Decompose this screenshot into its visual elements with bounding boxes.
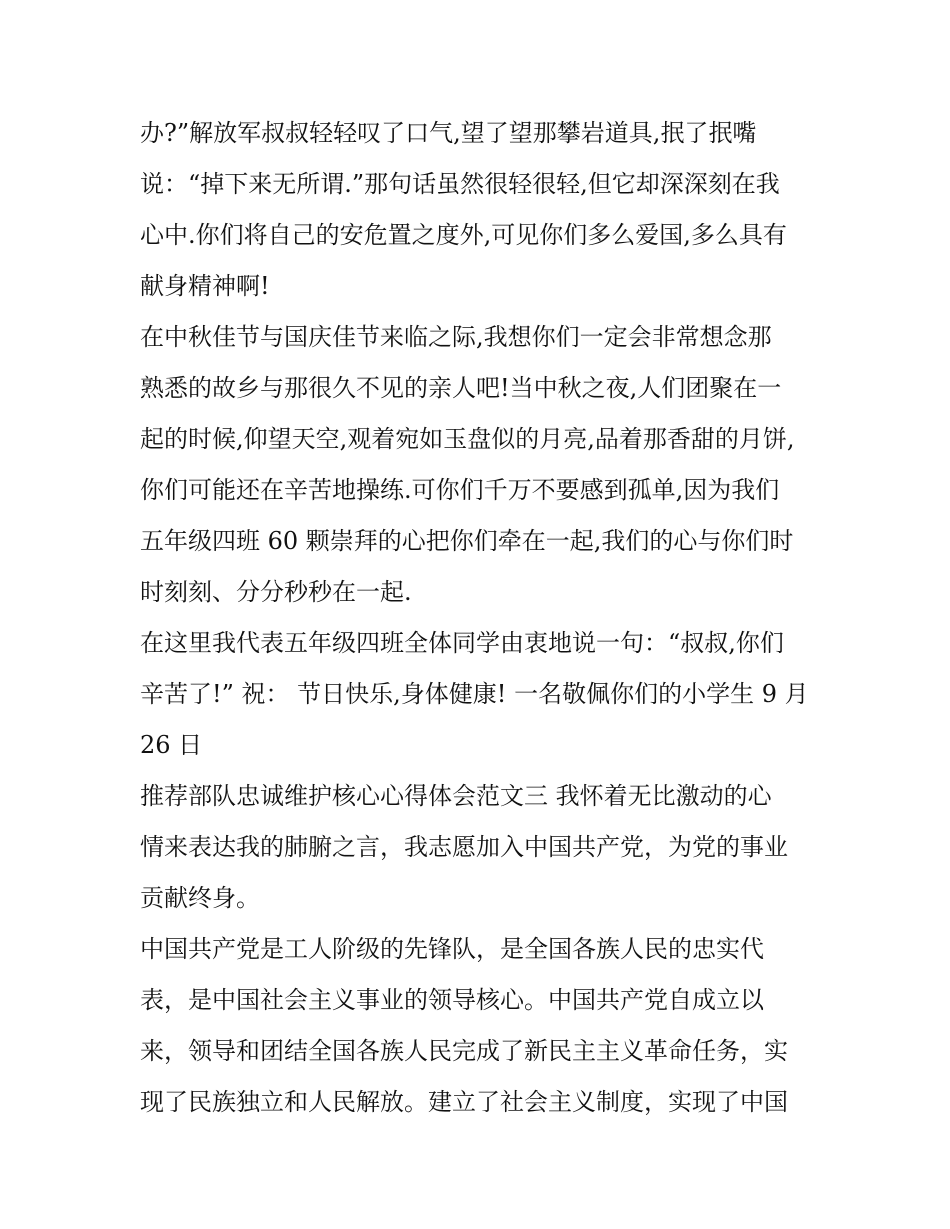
text-line: 五年级四班 60 颗崇拜的心把你们牵在一起,我们的心与你们时: [140, 527, 794, 555]
text-line: 中国共产党是工人阶级的先锋队，是全国各族人民的忠实代: [140, 935, 764, 963]
text-line: 办?”解放军叔叔轻轻叹了口气,望了望那攀岩道具,抿了抿嘴: [140, 119, 757, 147]
text-line: 心中.你们将自己的安危置之度外,可见你们多么爱国,多么具有: [140, 221, 787, 249]
text-line: 推荐部队忠诚维护核心心得体会范文三 我怀着无比激动的心: [140, 782, 772, 810]
text-line: 在中秋佳节与国庆佳节来临之际,我想你们一定会非常想念那: [140, 323, 772, 351]
text-line: 时刻刻、分分秒秒在一起.: [140, 578, 412, 606]
text-line: 熟悉的故乡与那很久不见的亲人吧!当中秋之夜,人们团聚在一: [140, 374, 782, 402]
text-line: 贡献终身。: [140, 884, 260, 912]
text-line: 现了民族独立和人民解放。建立了社会主义制度，实现了中国: [140, 1088, 788, 1116]
text-line: 来，领导和团结全国各族人民完成了新民主主义革命任务，实: [140, 1037, 788, 1065]
text-line: 你们可能还在辛苦地操练.可你们千万不要感到孤单,因为我们: [140, 476, 780, 504]
text-line: 在这里我代表五年级四班全体同学由衷地说一句：“叔叔,你们: [140, 629, 784, 657]
body-text: [140, 108, 820, 1128]
text-line: 辛苦了!” 祝： 节日快乐,身体健康! 一名敬佩你们的小学生 9 月: [140, 680, 809, 708]
text-line: 说：“掉下来无所谓.”那句话虽然很轻很轻,但它却深深刻在我: [140, 170, 780, 198]
text-line: 起的时候,仰望天空,观着宛如玉盘似的月亮,品着那香甜的月饼,: [140, 425, 795, 453]
text-line: 献身精神啊!: [140, 272, 270, 300]
text-line: 表，是中国社会主义事业的领导核心。中国共产党自成立以: [140, 986, 764, 1014]
text-line: 26 日: [140, 731, 203, 759]
text-line: 情来表达我的肺腑之言，我志愿加入中国共产党，为党的事业: [140, 833, 788, 861]
